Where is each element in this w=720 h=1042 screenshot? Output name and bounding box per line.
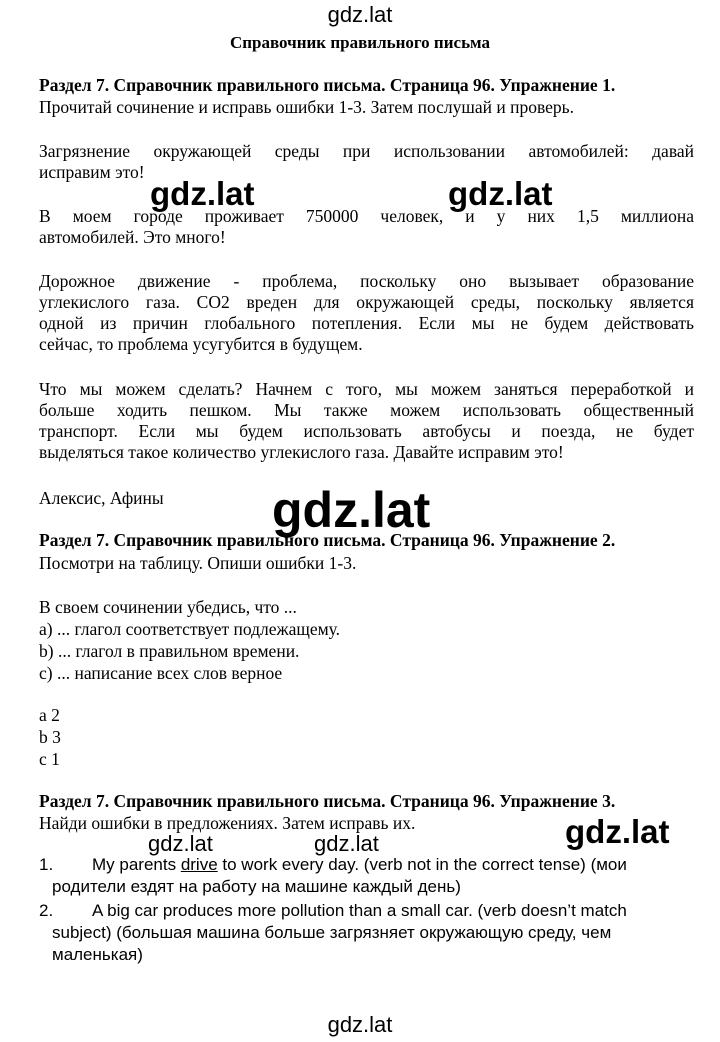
ex3-item-2-number: 2. xyxy=(39,901,54,920)
ex1-header: Раздел 7. Справочник правильного письма. Страница 96. Упражнение 1. xyxy=(39,75,616,95)
watermark: gdz.lat xyxy=(148,831,213,856)
watermark: gdz.lat xyxy=(565,813,670,850)
page-title: Справочник правильного письма xyxy=(229,33,491,52)
ex1-paragraph-1: Загрязнение окружающей среды при использовании автомобилей: давай исправим это! xyxy=(39,141,694,182)
watermark: gdz.lat xyxy=(272,482,431,538)
ex2-answer-c: c 1 xyxy=(39,749,60,769)
ex1-paragraph-3: Дорожное движение - проблема, поскольку оно вызывает образование углекислого газа. CO2 вреден для окружающей среды, поскольку является одной из причин глобального потепления. Если мы не будем действовать сейчас, то проблема усугубится в будущем. xyxy=(39,271,694,354)
ex1-signature: Алексис, Афины xyxy=(39,488,164,508)
ex3-item-2-line-1: A big car produces more pollution than a small car. (verb doesn’t match xyxy=(92,901,627,920)
watermark: gdz.lat xyxy=(448,175,553,212)
ex3-item-1-number: 1. xyxy=(39,855,54,874)
ex2-check-b: b) ... глагол в правильном времени. xyxy=(39,641,300,661)
ex3-instruction: Найди ошибки в предложениях. Затем исправь их. xyxy=(39,813,416,833)
watermark-bottom: gdz.lat xyxy=(327,1012,393,1037)
ex1-paragraph-2: В моем городе проживает 750000 человек, и у них 1,5 миллиона автомобилей. Это много! xyxy=(39,206,694,247)
ex3-item-1-line-1: My parents drive to work every day. (verb not in the correct tense) (мои xyxy=(92,855,627,874)
watermark-top: gdz.lat xyxy=(327,2,393,27)
ex3-item-2-line-3: маленькая) xyxy=(52,945,143,964)
ex3-item-1-underlined-word: drive xyxy=(180,855,218,874)
ex3-item-2-line-2: subject) (большая машина больше загрязняет окружающую среду, чем xyxy=(52,923,612,942)
ex3-header: Раздел 7. Справочник правильного письма. Страница 96. Упражнение 3. xyxy=(39,791,616,811)
ex2-answer-a: a 2 xyxy=(39,705,60,725)
ex1-instruction: Прочитай сочинение и исправь ошибки 1-3. Затем послушай и проверь. xyxy=(39,97,575,117)
ex3-item-1-line-2: родители ездят на работу на машине каждый день) xyxy=(52,877,461,896)
ex2-answer-b: b 3 xyxy=(39,727,61,747)
watermark: gdz.lat xyxy=(150,175,255,212)
ex1-paragraph-4: Что мы можем сделать? Начнем с того, мы можем заняться переработкой и больше ходить пешком. Мы также можем использовать общественный транспорт. Если мы будем использовать автобусы и поезда, не будет выделяться такое количество углекислого газа. Давайте исправим это! xyxy=(39,379,694,462)
ex2-check-c: c) ... написание всех слов верное xyxy=(39,663,283,683)
ex2-instruction: Посмотри на таблицу. Опиши ошибки 1-3. xyxy=(39,553,357,573)
watermark: gdz.lat xyxy=(314,831,379,856)
ex2-check-a: a) ... глагол соответствует подлежащему. xyxy=(39,619,341,639)
ex2-intro: В своем сочинении убедись, что ... xyxy=(39,597,297,617)
ex2-header: Раздел 7. Справочник правильного письма. Страница 96. Упражнение 2. xyxy=(39,530,616,550)
